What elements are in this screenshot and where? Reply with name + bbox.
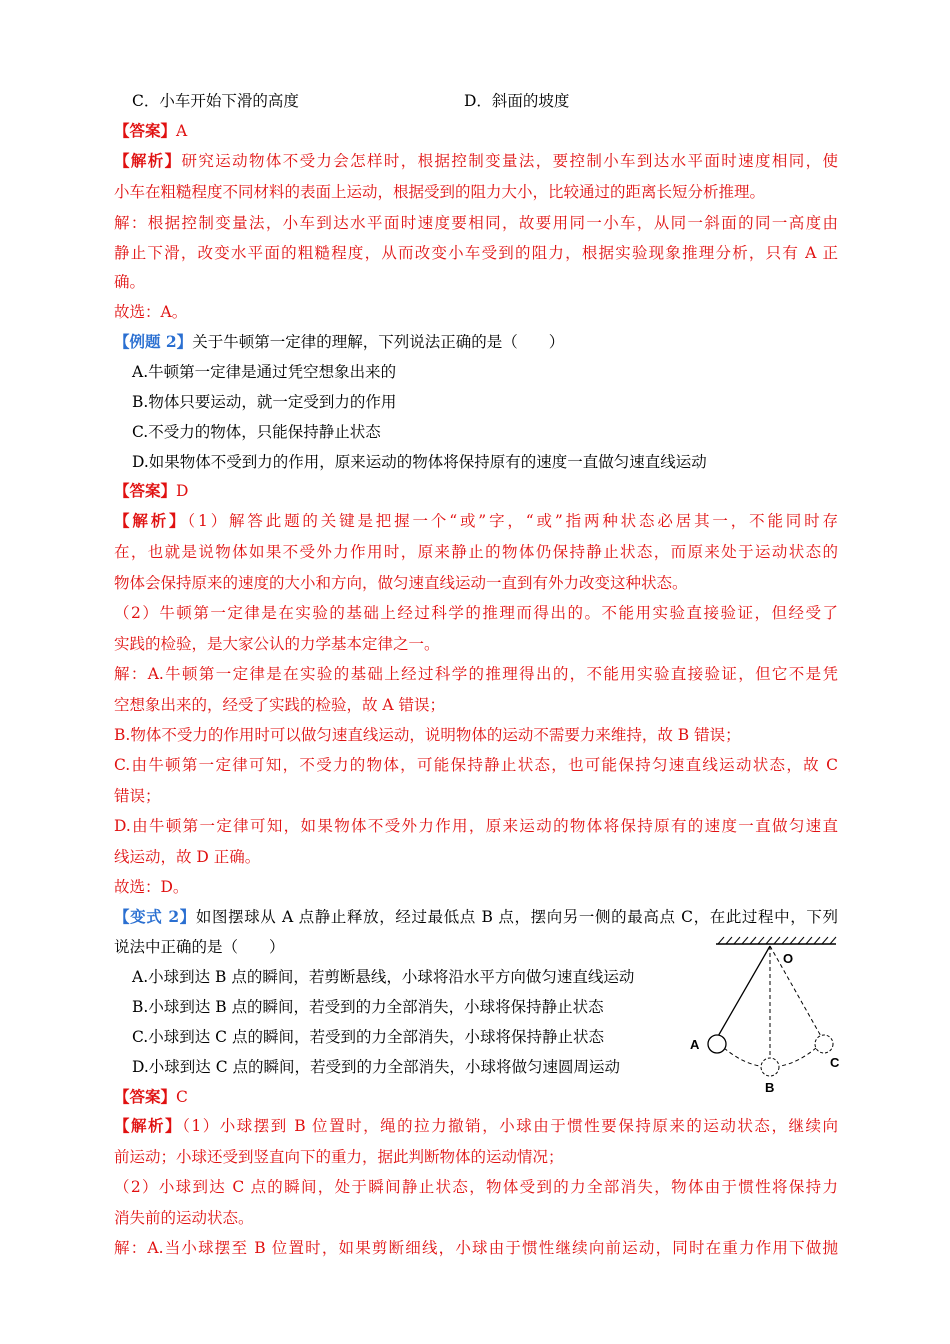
q2-solution-line-1: 解：A.牛顿第一定律是在实验的基础上经过科学的推理得出的，不能用实验直接验证，但它不是凭 bbox=[114, 665, 838, 683]
analysis-text: 研究运动物体不受力会怎样时，根据控制变量法，要控制小车到达水平面时速度相同，使 bbox=[181, 152, 838, 170]
q2-final: 故选：D。 bbox=[114, 878, 189, 896]
label-c: C bbox=[830, 1055, 840, 1070]
q1-analysis-line-2: 小车在粗糙程度不同材料的表面上运动，根据受到的阻力大小，比较通过的距离长短分析推理。 bbox=[114, 183, 766, 201]
q3-analysis-line-2: 前运动；小球还受到竖直向下的重力，据此判断物体的运动情况； bbox=[114, 1148, 564, 1166]
q1-final: 故选：A。 bbox=[114, 303, 188, 321]
q3-stem-line-1 bbox=[114, 907, 838, 927]
q2-analysis-line-4: （2）牛顿第一定律是在实验的基础上经过科学的推理而得出的。不能用实验直接验证，但经受了 bbox=[114, 604, 838, 622]
ball-c bbox=[815, 1035, 833, 1053]
q2-option-c: C.不受力的物体，只能保持静止状态 bbox=[132, 423, 381, 441]
q1-option-c: C．小车开始下滑的高度 bbox=[132, 92, 299, 110]
answer-tag: 【答案】 bbox=[114, 1087, 177, 1106]
q2-solution-c-line-2: 错误； bbox=[114, 787, 161, 805]
analysis-text: （1）小球摆到 B 位置时，绳的拉力撤销，小球由于惯性要保持原来的运动状态，继续向 bbox=[182, 1117, 838, 1135]
q2-analysis-line-5: 实践的检验，是大家公认的力学基本定律之一。 bbox=[114, 635, 440, 653]
q1-option-d: D．斜面的坡度 bbox=[464, 92, 570, 110]
q1-solution-line-2: 静止下滑，改变水平面的粗糙程度，从而改变小车受到的阻力，根据实验现象推理分析，只有 A 正 bbox=[114, 244, 838, 262]
analysis-tag: 【解析】 bbox=[114, 1116, 183, 1135]
example-tag: 【例题 2】 bbox=[114, 332, 193, 351]
q2-solution-b: B.物体不受力的作用时可以做匀速直线运动，说明物体的运动不需要力来维持，故 B 错误； bbox=[114, 726, 741, 744]
string-to-c bbox=[770, 946, 822, 1038]
q3-stem-line-2: 说法中正确的是（ ） bbox=[114, 938, 285, 956]
label-a: A bbox=[690, 1037, 700, 1052]
q2-solution-c-line-1: C.由牛顿第一定律可知，不受力的物体，可能保持静止状态，也可能保持匀速直线运动状态，故 C bbox=[114, 756, 838, 774]
answer-tag: 【答案】 bbox=[114, 481, 177, 500]
stem-text: 如图摆球从 A 点静止释放，经过最低点 B 点，摆向另一侧的最高点 C，在此过程中，下列 bbox=[195, 908, 838, 926]
variant-tag: 【变式 2】 bbox=[114, 907, 196, 926]
ball-b bbox=[761, 1058, 779, 1076]
q2-solution-line-2: 空想象出来的，经受了实践的检验，故 A 错误； bbox=[114, 696, 446, 714]
q3-analysis-line-4: 消失前的运动状态。 bbox=[114, 1209, 254, 1227]
q3-analysis-line-1 bbox=[114, 1116, 838, 1136]
answer-value: D bbox=[176, 482, 189, 500]
q3-answer bbox=[114, 1087, 838, 1107]
answer-value: A bbox=[176, 122, 188, 140]
q3-option-b: B.小球到达 B 点的瞬间，若受到的力全部消失，小球将保持静止状态 bbox=[132, 998, 604, 1016]
q2-analysis-line-3: 物体会保持原来的速度的大小和方向，做匀速直线运动一直到有外力改变这种状态。 bbox=[114, 574, 688, 592]
q2-option-b: B.物体只要运动，就一定受到力的作用 bbox=[132, 393, 397, 411]
q2-option-d: D.如果物体不受到力的作用，原来运动的物体将保持原有的速度一直做匀速直线运动 bbox=[132, 453, 707, 471]
answer-value: C bbox=[176, 1088, 188, 1106]
q2-option-a: A.牛顿第一定律是通过凭空想象出来的 bbox=[132, 363, 397, 381]
q1-solution-line-1: 解：根据控制变量法，小车到达水平面时速度要相同，故要用同一小车，从同一斜面的同一高度由 bbox=[114, 214, 838, 232]
label-b: B bbox=[765, 1080, 775, 1095]
pendulum-figure bbox=[686, 936, 842, 1096]
ball-a bbox=[708, 1035, 726, 1053]
label-o: O bbox=[783, 951, 794, 966]
q3-option-a: A.小球到达 B 点的瞬间，若剪断悬线，小球将沿水平方向做匀速直线运动 bbox=[132, 968, 635, 986]
q3-solution-line-1: 解：A.当小球摆至 B 位置时，如果剪断细线，小球由于惯性继续向前运动，同时在重力作用下做抛 bbox=[114, 1239, 838, 1257]
ceiling-hatch bbox=[718, 937, 836, 944]
analysis-tag: 【解析】 bbox=[114, 511, 188, 530]
q2-solution-d-line-1: D.由牛顿第一定律可知，如果物体不受外力作用，原来运动的物体将保持原有的速度一直做匀速直 bbox=[114, 817, 838, 835]
q1-analysis-line-1 bbox=[114, 151, 838, 171]
q2-stem bbox=[114, 332, 838, 352]
stem-text: 关于牛顿第一定律的理解，下列说法正确的是（ ） bbox=[192, 333, 565, 351]
q3-analysis-line-3: （2）小球到达 C 点的瞬间，处于瞬间静止状态，物体受到的力全部消失，物体由于惯性将保持力 bbox=[114, 1178, 838, 1196]
string-to-a bbox=[717, 946, 770, 1038]
q2-analysis-line-2: 在，也就是说物体如果不受外力作用时，原来静止的物体仍保持静止状态，而原来处于运动状态的 bbox=[114, 543, 838, 561]
answer-tag: 【答案】 bbox=[114, 121, 177, 140]
q2-answer bbox=[114, 481, 838, 501]
analysis-text: （1）解答此题的关键是把握一个“或”字，“或”指两种状态必居其一，不能同时存 bbox=[187, 512, 838, 530]
q3-option-d: D.小球到达 C 点的瞬间，若受到的力全部消失，小球将做匀速圆周运动 bbox=[132, 1058, 621, 1076]
analysis-tag: 【解析】 bbox=[114, 151, 182, 170]
q2-solution-d-line-2: 线运动，故 D 正确。 bbox=[114, 848, 261, 866]
q3-option-c: C.小球到达 C 点的瞬间，若受到的力全部消失，小球将保持静止状态 bbox=[132, 1028, 604, 1046]
q2-analysis-line-1 bbox=[114, 511, 838, 531]
q1-solution-line-3: 确。 bbox=[114, 273, 146, 291]
q1-answer bbox=[114, 121, 838, 141]
